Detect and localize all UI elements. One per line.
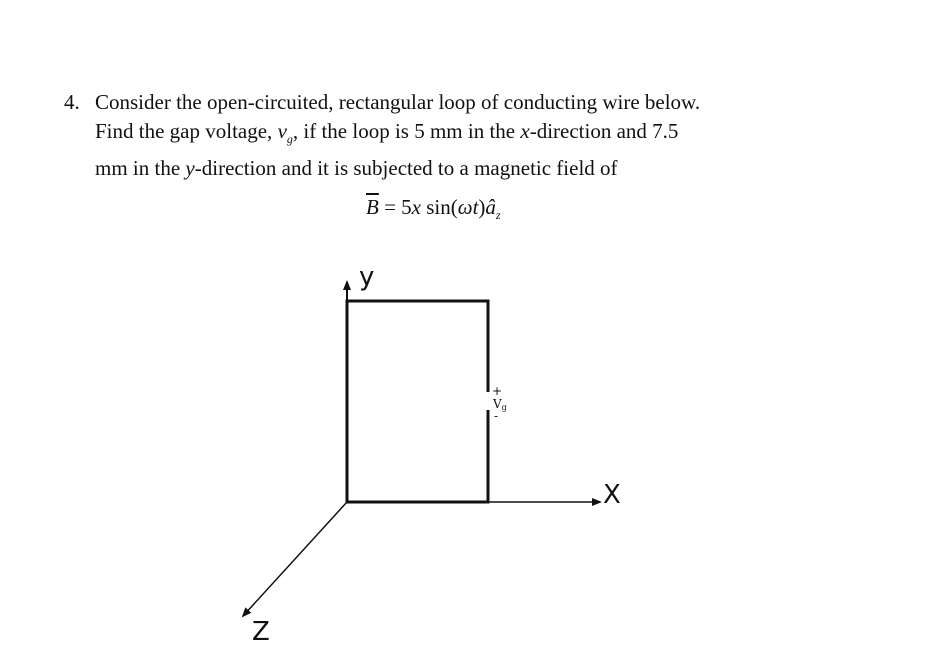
gap-voltage-subscript: g bbox=[286, 132, 293, 147]
line2-text-b: , if the loop is 5 mm in the bbox=[292, 119, 521, 143]
equation-equals: = 5 bbox=[378, 195, 412, 219]
unit-vector-a: â bbox=[485, 195, 496, 219]
z-axis bbox=[243, 502, 347, 616]
problem-number: 4. bbox=[64, 90, 80, 114]
line3-text-a: mm in the bbox=[95, 156, 186, 181]
equation-sin: sin( bbox=[421, 195, 458, 219]
gap-voltage-symbol: v bbox=[277, 119, 287, 143]
gap-minus-label: - bbox=[494, 409, 499, 423]
b-vector-symbol: $\overline{B}$ bbox=[366, 195, 379, 219]
equation-x: x bbox=[411, 195, 421, 219]
y-axis-label: y bbox=[359, 262, 375, 292]
y-symbol: y bbox=[185, 156, 195, 181]
gap-voltage-label: Vg bbox=[493, 397, 507, 412]
line1-text: Consider the open-circuited, rectangular loop of conducting wire below. bbox=[95, 90, 701, 114]
wire-loop bbox=[347, 301, 488, 502]
unit-vector-subscript: z bbox=[495, 208, 501, 223]
equation-omega-t: ωt bbox=[457, 195, 479, 219]
equation-close-paren: ) bbox=[478, 195, 486, 219]
x-symbol: x bbox=[520, 119, 530, 143]
x-axis-label: X bbox=[603, 480, 621, 510]
line2-text-a: Find the gap voltage, bbox=[95, 119, 278, 143]
z-axis-label: Z bbox=[252, 617, 270, 647]
line3-text-b: -direction and it is subjected to a magnetic field of bbox=[194, 156, 618, 181]
gap-plus-label: + bbox=[492, 384, 503, 398]
line2-text-c: -direction and 7.5 bbox=[529, 119, 679, 143]
